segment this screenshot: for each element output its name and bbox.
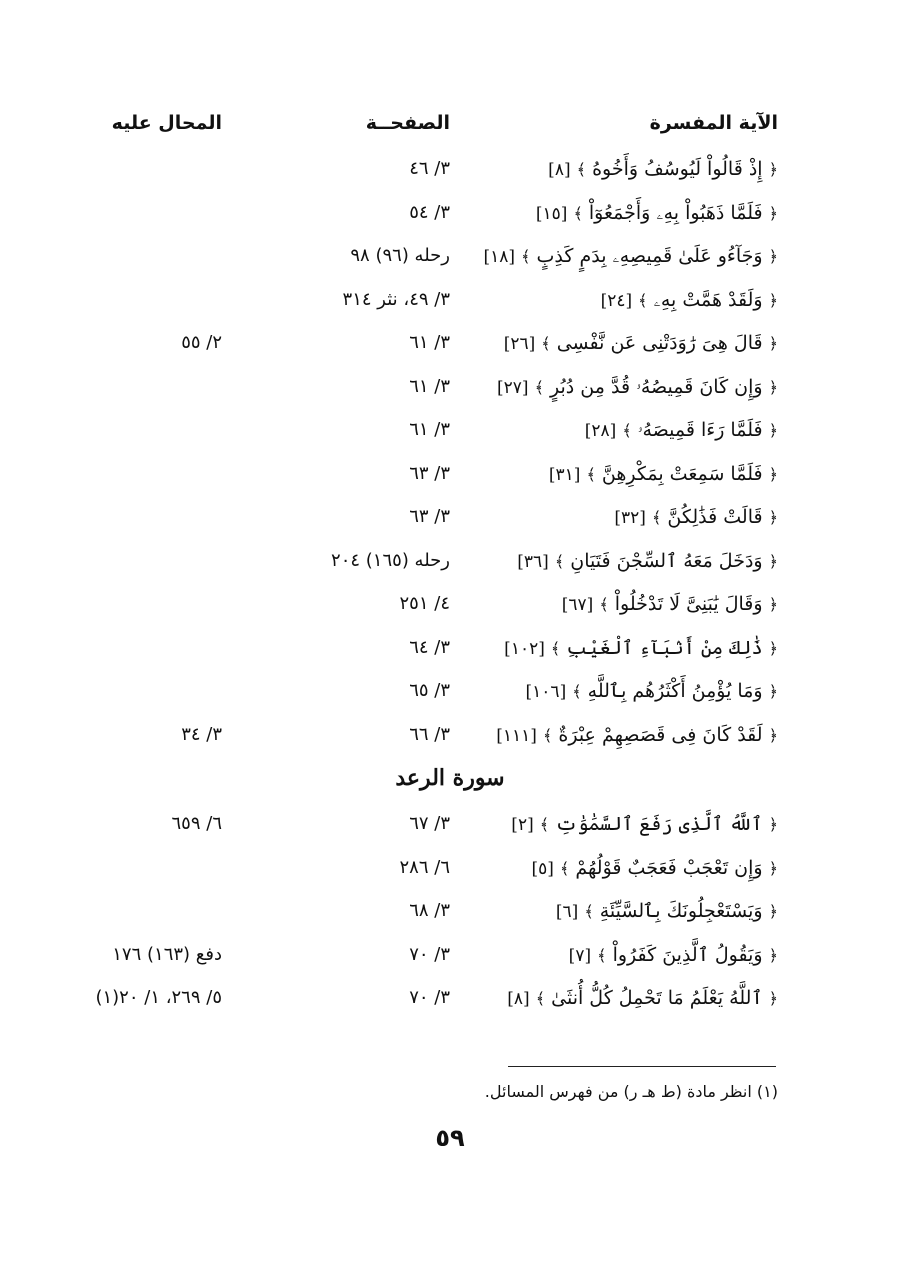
ornate-open-bracket: ﴿ [768, 421, 778, 440]
table-row [0, 196, 900, 240]
page-ref-cell: ٤/ ٢٥١ [399, 593, 450, 614]
ornate-close-bracket: ﴾ [539, 815, 550, 834]
ornate-open-bracket: ﴿ [768, 945, 778, 965]
ornate-close-bracket: ﴾ [599, 595, 609, 614]
verse-cell [507, 987, 778, 1009]
ornate-close-bracket: ﴾ [597, 945, 607, 965]
verse-cell [484, 245, 779, 267]
table-row [0, 938, 900, 982]
verse-cell [562, 593, 778, 615]
ornate-open-bracket: ﴿ [768, 638, 778, 658]
verse-cell [614, 506, 778, 528]
surah-title-text: سورة الرعد [395, 765, 505, 791]
header-page: الصفحــة [365, 112, 450, 134]
page-ref-cell: ٣/ ٦٧ [409, 813, 450, 834]
verse-number: [٧] [568, 945, 592, 966]
ornate-close-bracket: ﴾ [584, 902, 594, 921]
verse-cell [549, 463, 778, 485]
verse-cell [497, 376, 778, 398]
page-ref-cell: ٣/ ٦٤ [409, 636, 450, 658]
page-ref-cell: رحله (٩٦) ٩٨ [350, 245, 450, 266]
page-ref-cell: ٣/ ٤٩، نثر ٣١٤ [342, 288, 450, 310]
page-ref-cell: ٣/ ٦٥ [409, 680, 450, 701]
verse-text: فَلَمَّا رَءَا قَمِيصَهُۥ [637, 419, 763, 441]
verse-cell [532, 857, 778, 879]
table-row [0, 718, 900, 762]
table-row [0, 500, 900, 544]
page-ref-cell: ٣/ ٧٠ [409, 943, 450, 965]
verse-number: [٢٧] [497, 377, 529, 398]
table-row [0, 152, 900, 196]
index-table [0, 152, 900, 1025]
page-ref-cell: ٣/ ٥٤ [409, 201, 450, 223]
verse-number: [٣١] [548, 464, 581, 485]
page-ref-cell: ٣/ ٦١ [409, 332, 450, 353]
page-ref-cell: ٦/ ٢٨٦ [399, 856, 450, 878]
page-ref-cell: ٣/ ٦١ [409, 375, 450, 397]
verse-number: [٣٦] [517, 551, 549, 572]
verse-number: [٢٨] [584, 421, 617, 441]
verse-number: [١١١] [496, 725, 537, 746]
table-row [0, 631, 900, 675]
ornate-close-bracket: ﴾ [541, 334, 551, 353]
verse-cell [585, 419, 778, 441]
ornate-open-bracket: ﴿ [768, 595, 778, 614]
verse-text: وَمَا يُؤْمِنُ أَكْثَرُهُم بِٱللَّهِ [587, 680, 763, 702]
verse-number: [١٥] [535, 203, 568, 224]
table-row [0, 981, 900, 1025]
verse-number: [٨] [548, 160, 571, 180]
page-ref-cell: ٣/ ٦٦ [409, 723, 450, 745]
table-row [0, 413, 900, 457]
verse-cell [569, 944, 778, 966]
verse-text: ذَٰلِكَ مِنْ أَنۢبَآءِ ٱلْغَيْبِ [566, 636, 763, 659]
verse-cell [511, 813, 778, 835]
ornate-close-bracket: ﴾ [521, 247, 531, 266]
table-row [0, 894, 900, 938]
verse-number: [٢] [511, 815, 534, 835]
verse-text: وَإِن كَانَ قَمِيصُهُۥ قُدَّ مِن دُبُرٍ [550, 375, 763, 398]
ornate-close-bracket: ﴾ [559, 858, 570, 878]
page-ref-cell: رحله (١٦٥) ٢٠٤ [331, 549, 450, 571]
verse-text: فَلَمَّا ذَهَبُواْ بِهِۦ وَأَجْمَعُوٓاْ [588, 201, 763, 224]
page-ref-cell: ٣/ ٤٦ [409, 158, 450, 179]
table-row [0, 587, 900, 631]
ornate-open-bracket: ﴿ [768, 203, 778, 223]
ornate-open-bracket: ﴿ [768, 508, 778, 527]
ornate-close-bracket: ﴾ [542, 725, 553, 745]
verse-cell [556, 900, 778, 922]
ornate-open-bracket: ﴿ [768, 989, 778, 1008]
ornate-open-bracket: ﴿ [768, 725, 778, 745]
table-row [0, 326, 900, 370]
ornate-close-bracket: ﴾ [586, 464, 596, 484]
page-ref-cell: ٣/ ٦٣ [409, 506, 450, 527]
cross-ref-cell: ٣/ ٣٤ [181, 723, 222, 745]
ornate-open-bracket: ﴿ [768, 682, 778, 701]
page-ref-cell: ٣/ ٦٨ [409, 900, 450, 921]
verse-text: لَقَدْ كَانَ فِى قَصَصِهِمْ عِبْرَةٌ [558, 723, 763, 746]
ornate-open-bracket: ﴿ [768, 464, 778, 484]
verse-cell [517, 550, 778, 572]
verse-text: وَجَآءُو عَلَىٰ قَمِيصِهِۦ بِدَمٍ كَذِبٍ [536, 245, 763, 267]
verse-number: [٥] [531, 858, 554, 879]
verse-text: وَيَقُولُ ٱلَّذِينَ كَفَرُواْ [612, 943, 763, 966]
table-row [0, 457, 900, 501]
ornate-close-bracket: ﴾ [550, 638, 561, 658]
ornate-open-bracket: ﴿ [768, 815, 778, 834]
ornate-open-bracket: ﴿ [768, 247, 778, 266]
verse-text: قَالَتْ فَذَٰلِكُنَّ [667, 506, 763, 528]
table-row [0, 544, 900, 588]
footnote-divider [508, 1066, 776, 1067]
ornate-open-bracket: ﴿ [768, 377, 778, 397]
verse-cell [526, 680, 778, 702]
verse-text: قَالَ هِىَ رَٰوَدَتْنِى عَن نَّفْسِى [556, 332, 763, 354]
ornate-close-bracket: ﴾ [638, 290, 648, 310]
verse-cell [601, 289, 778, 311]
header-verse: الآية المفسرة [649, 112, 778, 134]
verse-cell [504, 637, 778, 659]
page-number: ٥٩ [435, 1124, 465, 1152]
ornate-close-bracket: ﴾ [576, 160, 587, 179]
ornate-close-bracket: ﴾ [651, 508, 662, 527]
verse-number: [١٠٦] [525, 682, 567, 702]
table-row [0, 807, 900, 851]
cross-ref-cell: دفع (١٦٣) ١٧٦ [112, 943, 222, 965]
table-row [0, 370, 900, 414]
cross-ref-cell: ٥/ ٢٦٩، ١/ ٢٠(١) [95, 987, 222, 1008]
table-row [0, 239, 900, 283]
page-ref-cell: ٣/ ٦٣ [409, 462, 450, 484]
verse-number: [٢٦] [503, 334, 536, 354]
verse-text: فَلَمَّا سَمِعَتْ بِمَكْرِهِنَّ [601, 462, 763, 485]
ornate-close-bracket: ﴾ [535, 989, 546, 1008]
ornate-open-bracket: ﴿ [768, 290, 778, 310]
verse-number: [٦] [555, 902, 579, 922]
verse-text: وَيَسْتَعْجِلُونَكَ بِٱلسَّيِّئَةِ [599, 900, 763, 922]
ornate-close-bracket: ﴾ [572, 682, 582, 701]
verse-text: وَدَخَلَ مَعَهُ ٱلسِّجْنَ فَتَيَانِ [570, 549, 763, 572]
ornate-close-bracket: ﴾ [534, 377, 544, 397]
ornate-close-bracket: ﴾ [573, 203, 583, 223]
verse-number: [٨] [507, 989, 530, 1009]
ornate-open-bracket: ﴿ [768, 551, 778, 571]
cross-ref-cell: ٦/ ٦٥٩ [171, 813, 222, 834]
ornate-open-bracket: ﴿ [768, 902, 778, 921]
verse-text: وَإِن تَعْجَبْ فَعَجَبٌ قَوْلُهُمْ [575, 856, 763, 879]
verse-text: وَقَالَ يَٰبَنِىَّ لَا تَدْخُلُواْ [614, 593, 763, 615]
cross-ref-cell: ٢/ ٥٥ [181, 332, 222, 353]
ornate-close-bracket: ﴾ [622, 421, 632, 440]
table-row [0, 283, 900, 327]
ornate-close-bracket: ﴾ [554, 551, 565, 571]
verse-text: ٱللَّهُ يَعْلَمُ مَا تَحْمِلُ كُلُّ أُنثَىٰ [551, 987, 763, 1009]
page-ref-cell: ٣/ ٦١ [409, 419, 450, 440]
verse-cell [504, 332, 778, 354]
footnote: (١) انظر مادة (ط هـ ر) من فهرس المسائل. [484, 1082, 778, 1101]
ornate-open-bracket: ﴿ [768, 334, 778, 353]
verse-number: [١٠٢] [504, 638, 545, 659]
verse-number: [٢٤] [600, 290, 633, 311]
verse-number: [١٨] [483, 247, 516, 267]
page-ref-cell: ٣/ ٧٠ [409, 987, 450, 1008]
table-header [0, 112, 900, 148]
verse-cell [496, 724, 778, 746]
verse-cell [548, 158, 778, 180]
verse-text: وَلَقَدْ هَمَّتْ بِهِۦ [653, 288, 763, 311]
ornate-open-bracket: ﴿ [768, 160, 778, 179]
table-row [0, 674, 900, 718]
header-ref: المحال عليه [111, 112, 222, 134]
verse-cell [536, 202, 778, 224]
surah-title [0, 761, 900, 807]
table-row [0, 851, 900, 895]
verse-number: [٦٧] [561, 595, 594, 615]
verse-text: ٱللَّهُ ٱلَّذِى رَفَعَ ٱلسَّمَٰوَٰتِ [555, 813, 763, 835]
verse-number: [٣٢] [614, 508, 646, 528]
ornate-open-bracket: ﴿ [768, 858, 778, 878]
verse-text: إِذْ قَالُواْ لَيُوسُفُ وَأَخُوهُ [592, 158, 763, 180]
